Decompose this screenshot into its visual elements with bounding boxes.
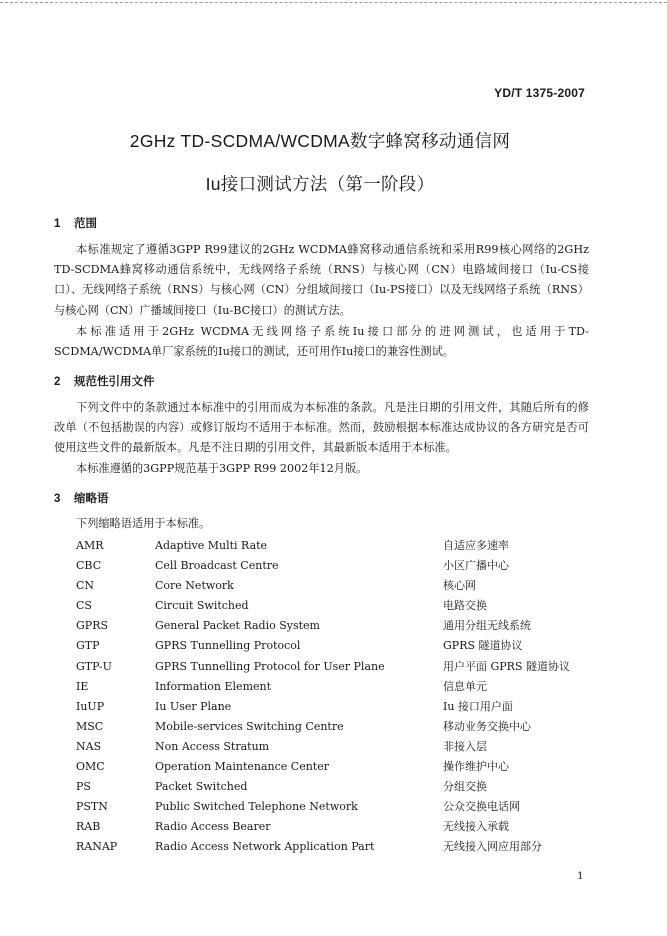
list-item (76, 616, 596, 636)
abbreviation: GPRS (76, 619, 109, 633)
list-item (76, 677, 596, 697)
abbreviation: OMC (76, 760, 105, 774)
chinese-term: GPRS 隧道协议 (443, 639, 523, 653)
section-1-heading (54, 215, 97, 231)
english-term: Adaptive Multi Rate (155, 539, 268, 552)
list-item (76, 556, 596, 576)
chinese-term: 通用分组无线系统 (443, 619, 531, 633)
abbreviation: GTP (76, 639, 100, 653)
section-title: 缩略语 (74, 493, 109, 505)
chinese-term: 自适应多速率 (443, 539, 509, 552)
chinese-term: 电路交换 (443, 599, 487, 613)
list-item (76, 697, 596, 717)
chinese-term: 信息单元 (443, 679, 487, 693)
abbreviation: PSTN (76, 800, 108, 814)
english-term: Radio Access Network Application Part (155, 840, 375, 854)
english-term: General Packet Radio System (155, 619, 320, 633)
abbreviation: RAB (76, 820, 101, 834)
list-item (76, 636, 596, 656)
abbreviation: PS (76, 780, 91, 794)
abbreviation: MSC (76, 719, 104, 733)
abbreviation: CS (76, 599, 92, 613)
chinese-term: 无线接入承载 (443, 820, 509, 834)
chinese-term: 用户平面 GPRS 隧道协议 (443, 659, 570, 673)
section-1-paragraph-1: 本标准规定了遵循3GPP R99建议的2GHz WCDMA蜂窝移动通信系统和采用R99核心网络的2GHz TD-SCDMA蜂窝移动通信系统中，无线网络子系统（RNS）与核心网（CN）电路域间接口（Iu-CS接口）、无线网络子系统（RNS）与核心网（CN）分组域间接口（Iu-PS接口）以及无线网络子系统（RNS）与核心网（CN）广播域间接口（Iu-BC接口）的测试方法。 (54, 243, 589, 317)
english-term: GPRS Tunnelling Protocol (155, 639, 301, 653)
top-rule (0, 2, 667, 3)
english-term: Information Element (155, 679, 272, 693)
list-item (76, 576, 596, 596)
list-item (76, 777, 596, 797)
english-term: Circuit Switched (155, 599, 249, 613)
abbreviation: NAS (76, 739, 102, 753)
abbreviation: CN (76, 579, 95, 593)
section-title: 范围 (74, 218, 97, 230)
chinese-term: 公众交换电话网 (443, 800, 520, 814)
abbreviations-intro: 下列缩略语适用于本标准。 (76, 517, 211, 530)
list-item (76, 757, 596, 777)
chinese-term: 移动业务交换中心 (443, 719, 531, 733)
section-number: 1 (54, 218, 61, 230)
english-term: Non Access Stratum (155, 739, 270, 753)
english-term: GPRS Tunnelling Protocol for User Plane (155, 659, 385, 673)
chinese-term: 小区广播中心 (443, 559, 509, 573)
english-term: Mobile-services Switching Centre (155, 719, 344, 733)
english-term: Radio Access Bearer (155, 820, 271, 834)
chinese-term: 操作维护中心 (443, 760, 509, 774)
list-item (76, 837, 596, 857)
chinese-term: Iu 接口用户面 (443, 699, 513, 713)
abbreviation: GTP-U (76, 659, 112, 673)
standard-code: YD/T 1375-2007 (494, 86, 585, 100)
list-item (76, 596, 596, 616)
section-2-heading (54, 373, 155, 389)
list-item (76, 536, 596, 556)
section-2-paragraph-2: 本标准遵循的3GPP规范基于3GPP R99 2002年12月版。 (76, 462, 368, 475)
list-item (76, 797, 596, 817)
abbreviation: IE (76, 679, 89, 693)
section-number: 3 (54, 493, 61, 505)
list-item (76, 737, 596, 757)
list-item (76, 717, 596, 737)
document-title-line2: Iu接口测试方法（第一阶段） (205, 174, 435, 194)
section-1-paragraph-2: 本标准适用于2GHz WCDMA无线网络子系统Iu接口部分的进网测试，也适用于TD-SCDMA/WCDMA单厂家系统的Iu接口的测试，还可用作Iu接口的兼容性测试。 (54, 325, 589, 359)
page-number: 1 (577, 870, 584, 882)
section-title: 规范性引用文件 (74, 376, 155, 388)
list-item (76, 817, 596, 837)
english-term: Core Network (155, 579, 234, 593)
section-3-heading (54, 490, 109, 506)
section-number: 2 (54, 376, 61, 388)
english-term: Public Switched Telephone Network (155, 800, 358, 814)
chinese-term: 无线接入网应用部分 (443, 840, 542, 854)
abbreviation: IuUP (76, 699, 105, 713)
abbreviation: CBC (76, 559, 102, 573)
english-term: Cell Broadcast Centre (155, 559, 279, 573)
abbreviation: AMR (76, 539, 104, 552)
chinese-term: 分组交换 (443, 780, 487, 794)
english-term: Operation Maintenance Center (155, 760, 329, 774)
section-2-paragraph-1: 下列文件中的条款通过本标准中的引用而成为本标准的条款。凡是注日期的引用文件，其随后所有的修改单（不包括勘误的内容）或修订版均不适用于本标准。然而，鼓励根据本标准达成协议的各方研究是否可使用这些文件的最新版本。凡是不注日期的引用文件，其最新版本适用于本标准。 (54, 401, 589, 455)
english-term: Iu User Plane (155, 699, 232, 713)
english-term: Packet Switched (155, 780, 248, 794)
list-item (76, 657, 596, 677)
document-title-line1: 2GHz TD-SCDMA/WCDMA数字蜂窝移动通信网 (129, 131, 511, 151)
chinese-term: 非接入层 (443, 739, 487, 753)
chinese-term: 核心网 (443, 579, 476, 593)
abbreviation: RANAP (76, 840, 118, 854)
abbreviations-list (76, 536, 596, 858)
